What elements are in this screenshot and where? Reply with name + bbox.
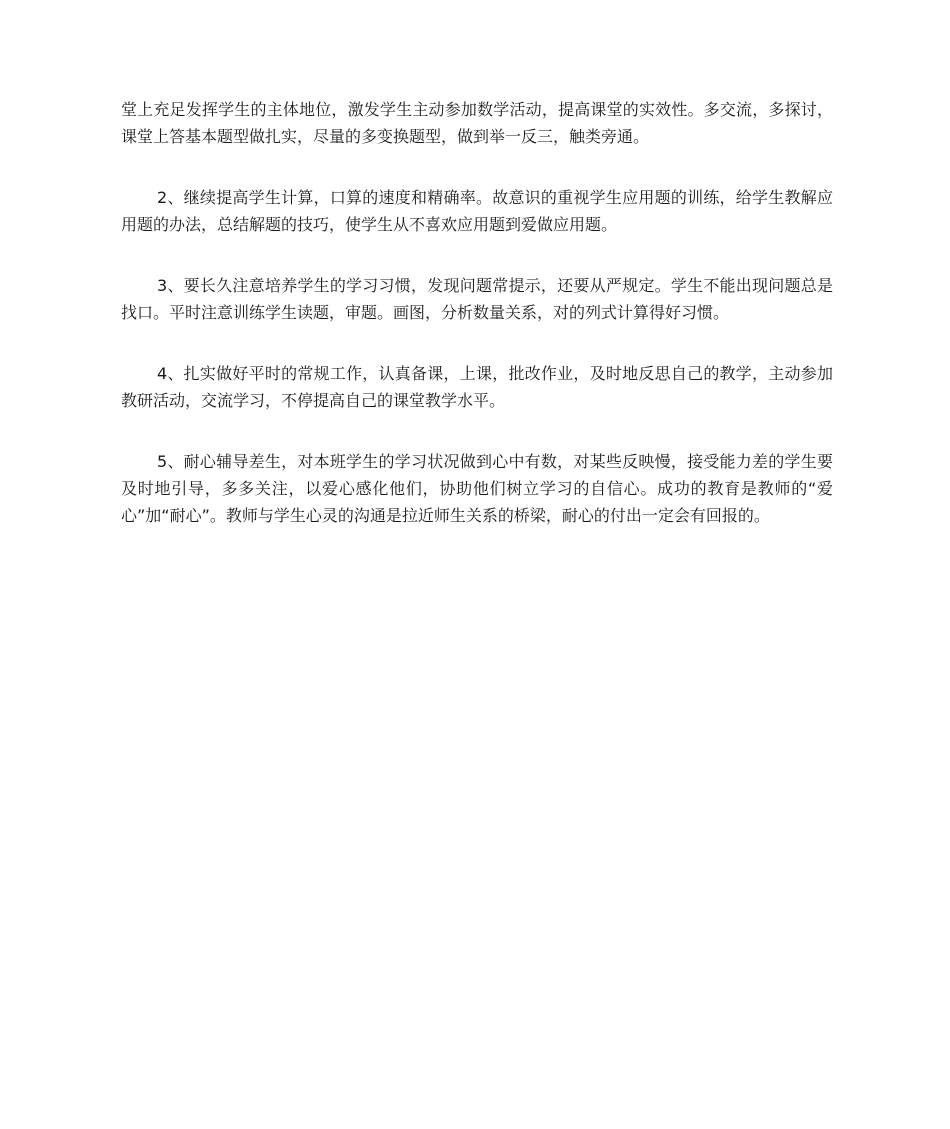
paragraph-continuation: 堂上充足发挥学生的主体地位，激发学生主动参加数学活动，提高课堂的实效性。多交流，多探讨，课堂上答基本题型做扎实，尽量的多变换题型，做到举一反三，触类旁通。 [121, 100, 833, 146]
document-body [121, 96, 833, 563]
paragraph-item-2: 2、继续提高学生计算，口算的速度和精确率。故意识的重视学生应用题的训练，给学生教解应用题的办法，总结解题的技巧，使学生从不喜欢应用题到爱做应用题。 [121, 188, 833, 234]
paragraph-item-4: 4、扎实做好平时的常规工作，认真备课，上课，批改作业，及时地反思自己的教学，主动参加教研活动，交流学习，不停提高自己的课堂教学水平。 [121, 364, 833, 410]
paragraph-item-5: 5、耐心辅导差生，对本班学生的学习状况做到心中有数，对某些反映慢，接受能力差的学生要及时地引导，多多关注，以爱心感化他们，协助他们树立学习的自信心。成功的教育是教师的“爱心”加“耐心”。教师与学生心灵的沟通是拉近师生关系的桥梁，耐心的付出一定会有回报的。 [121, 452, 833, 525]
paragraph-item-3: 3、要长久注意培养学生的学习习惯，发现问题常提示，还要从严规定。学生不能出现问题总是找口。平时注意训练学生读题，审题。画图，分析数量关系，对的列式计算得好习惯。 [121, 276, 833, 322]
